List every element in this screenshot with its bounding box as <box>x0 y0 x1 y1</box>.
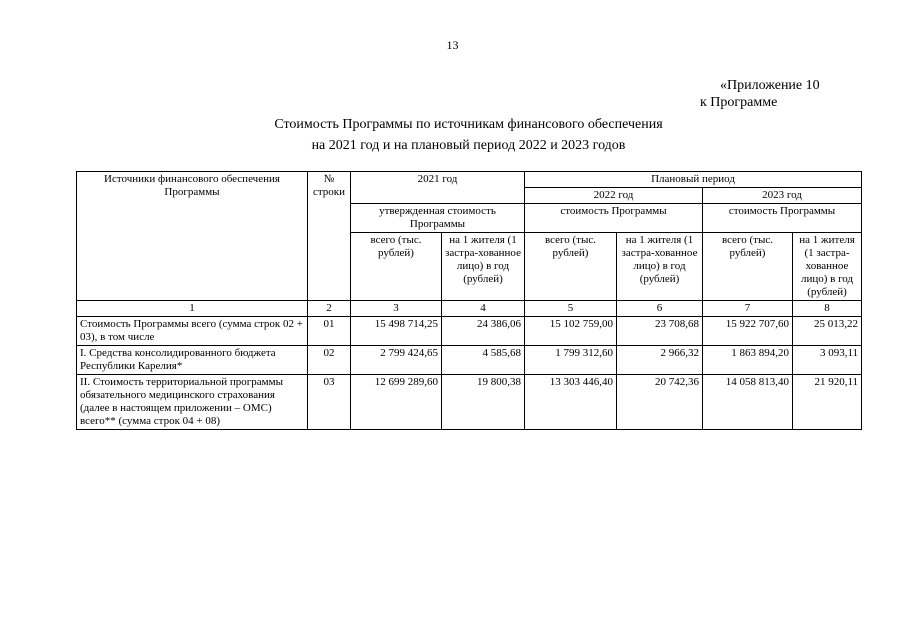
column-number: 4 <box>442 301 525 317</box>
header-source: Источники финансового обеспечения Программы <box>77 172 308 301</box>
column-number: 5 <box>525 301 617 317</box>
cell-total-2021: 15 498 714,25 <box>351 317 442 346</box>
header-year-2022: 2022 год <box>525 188 703 204</box>
cell-total-2023: 15 922 707,60 <box>703 317 793 346</box>
cell-per-capita-2021: 24 386,06 <box>442 317 525 346</box>
table-row <box>77 375 862 430</box>
cell-per-capita-2023: 25 013,22 <box>793 317 862 346</box>
appendix-line-1: «Приложение 10 <box>720 78 820 93</box>
cell-per-capita-2022: 2 966,32 <box>617 346 703 375</box>
cell-total-2022: 1 799 312,60 <box>525 346 617 375</box>
column-number: 6 <box>617 301 703 317</box>
cell-per-capita-2022: 23 708,68 <box>617 317 703 346</box>
cell-total-2021: 12 699 289,60 <box>351 375 442 430</box>
header-year-2023: 2023 год <box>703 188 862 204</box>
column-number: 2 <box>308 301 351 317</box>
financing-table <box>76 171 862 430</box>
column-numbers-row <box>77 301 862 317</box>
header-total-2022: всего (тыс. рублей) <box>525 233 617 301</box>
row-source-name: Стоимость Программы всего (сумма строк 02 + 03), в том числе <box>77 317 308 346</box>
appendix-reference <box>700 77 820 111</box>
header-row-1 <box>77 172 862 188</box>
cell-per-capita-2021: 19 800,38 <box>442 375 525 430</box>
row-code: 02 <box>308 346 351 375</box>
cell-per-capita-2023: 3 093,11 <box>793 346 862 375</box>
cell-total-2023: 14 058 813,40 <box>703 375 793 430</box>
column-number: 8 <box>793 301 862 317</box>
table-row <box>77 317 862 346</box>
row-code: 03 <box>308 375 351 430</box>
cell-total-2021: 2 799 424,65 <box>351 346 442 375</box>
header-approved-cost: утвержденная стоимость Программы <box>351 204 525 233</box>
row-source-name: II. Стоимость территориальной программы обязательного медицинского страхования (далее в настоящем приложении – ОМС) всего** (сумма строк 04 + 08) <box>77 375 308 430</box>
cell-total-2022: 15 102 759,00 <box>525 317 617 346</box>
row-source-name: I. Средства консолидированного бюджета Республики Карелия* <box>77 346 308 375</box>
document-title <box>0 114 905 156</box>
cell-per-capita-2021: 4 585,68 <box>442 346 525 375</box>
title-line-1: Стоимость Программы по источникам финансового обеспечения <box>274 117 663 132</box>
header-per-capita-2022: на 1 жителя (1 застра-хованное лицо) в год (рублей) <box>617 233 703 301</box>
cell-total-2023: 1 863 894,20 <box>703 346 793 375</box>
column-number: 3 <box>351 301 442 317</box>
header-total-2021: всего (тыс. рублей) <box>351 233 442 301</box>
cell-total-2022: 13 303 446,40 <box>525 375 617 430</box>
header-year-2021: 2021 год <box>351 172 525 204</box>
appendix-line-2: к Программе <box>700 95 778 110</box>
cell-per-capita-2023: 21 920,11 <box>793 375 862 430</box>
header-per-capita-2023: на 1 жителя (1 застра-хованное лицо) в год (рублей) <box>793 233 862 301</box>
header-planned-period: Плановый период <box>525 172 862 188</box>
header-cost-2023: стоимость Программы <box>703 204 862 233</box>
cell-per-capita-2022: 20 742,36 <box>617 375 703 430</box>
title-line-2: на 2021 год и на плановый период 2022 и 2023 годов <box>311 138 626 153</box>
header-total-2023: всего (тыс. рублей) <box>703 233 793 301</box>
page-number: 13 <box>446 38 459 52</box>
table-row <box>77 346 862 375</box>
header-line-number: № строки <box>308 172 351 301</box>
header-cost-2022: стоимость Программы <box>525 204 703 233</box>
header-per-capita-2021: на 1 жителя (1 застра-хованное лицо) в год (рублей) <box>442 233 525 301</box>
column-number: 1 <box>77 301 308 317</box>
row-code: 01 <box>308 317 351 346</box>
column-number: 7 <box>703 301 793 317</box>
